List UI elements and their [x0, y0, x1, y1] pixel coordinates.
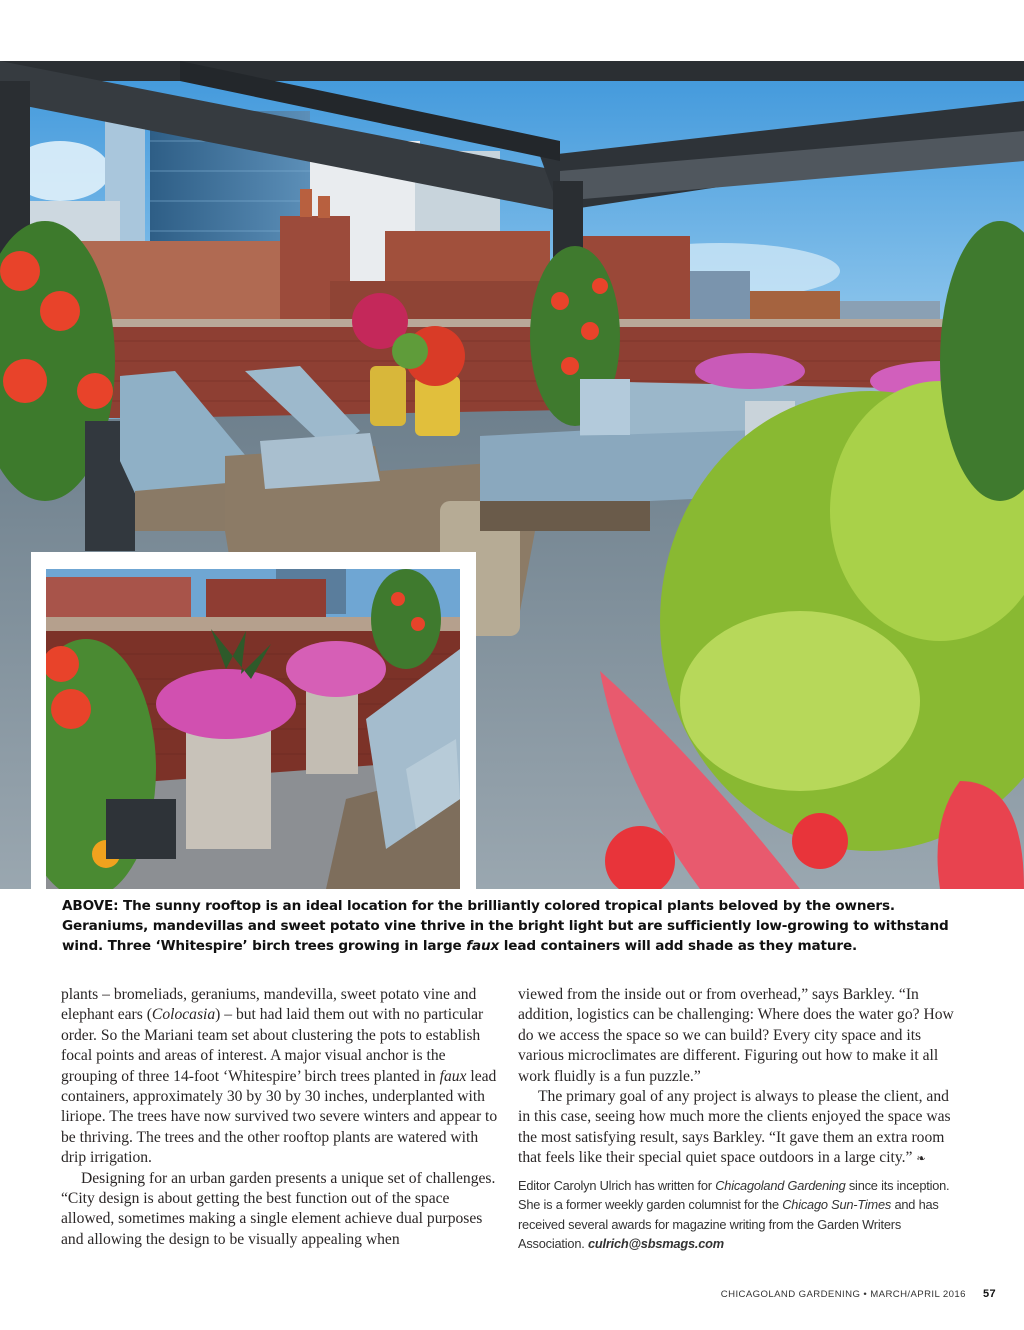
paragraph: Designing for an urban garden presents a unique set of challenges. “City design is about getting the best function out of the space allowed, sometimes making a single element achieve dual purposes and allowing the design to be visually appealing when	[61, 1169, 496, 1248]
text-run: and has received several awards for magazine writing from the Garden Writers Association.	[518, 1197, 939, 1252]
caption-italic: faux	[466, 938, 500, 954]
author-bio	[518, 1176, 964, 1254]
caption-text-1: The sunny rooftop is an ideal location for the brilliantly colored tropical plants beloved by the owners. Geraniums, mandevillas and sweet potato vine thrive in the bright light but are sufficiently low-growing to withstand wind. Three ‘Whitespire’ birch trees growing in large	[62, 898, 949, 954]
footer-separator: •	[863, 1289, 868, 1300]
italic-run: Colocasia	[151, 1006, 216, 1024]
italic-run: Chicagoland Gardening	[715, 1177, 846, 1193]
text-run: since its inception. She is a former weekly garden columnist for the	[518, 1177, 950, 1213]
author-email-link[interactable]: culrich@sbsmags.com	[587, 1236, 724, 1252]
inset-planters-photo	[31, 552, 476, 889]
issue-date: MARCH/APRIL 2016	[870, 1289, 966, 1300]
text-run: Editor Carolyn Ulrich has written for	[518, 1177, 716, 1193]
paragraph	[61, 985, 501, 1169]
article-left-column	[61, 985, 501, 1250]
text-run: ) – but had laid them out with no particular order. So the Mariani team set about clustering the pots to establish focal points and areas of interest. A major visual anchor is the grouping of three 14-foot ‘Whitespire’ birch trees planted in	[61, 1006, 484, 1085]
text-run: plants – bromeliads, geraniums, mandevilla, sweet potato vine and elephant ears (	[61, 986, 477, 1024]
page-footer	[690, 1288, 996, 1300]
text-run: The primary goal of any project is always to please the client, and in this case, seeing how much more the clients enjoyed the space was the most satisfying result, says Barkley. “It gave them an extra room that feels like their special quiet space outdoors in a large city.”	[518, 1088, 951, 1167]
article-right-column	[518, 985, 964, 1254]
page-number: 57	[982, 1288, 996, 1300]
caption-text-2: lead containers will add shade as they mature.	[499, 938, 858, 954]
italic-run: Chicago Sun-Times	[782, 1197, 892, 1213]
italic-run: faux	[439, 1067, 467, 1085]
paragraph: viewed from the inside out or from overhead,” says Barkley. “In addition, logistics can be challenging: Where does the water go? How do we access the space so we can build? Every city space and its various microclimates are different. Figuring out how to make it all work fluidly is a fun puzzle.”	[518, 986, 954, 1085]
end-mark-icon: ❧	[916, 1152, 926, 1166]
paragraph	[518, 1087, 964, 1170]
photo-caption	[62, 896, 962, 956]
text-run: lead containers, approximately 30 by 30 by 30 inches, underplanted with liriope. The trees have now survived two severe winters and appear to be thriving. The trees and the other rooftop plants are watered with drip irrigation.	[61, 1067, 498, 1167]
caption-lead: ABOVE:	[62, 898, 119, 914]
publication-name: CHICAGOLAND GARDENING	[720, 1289, 861, 1300]
